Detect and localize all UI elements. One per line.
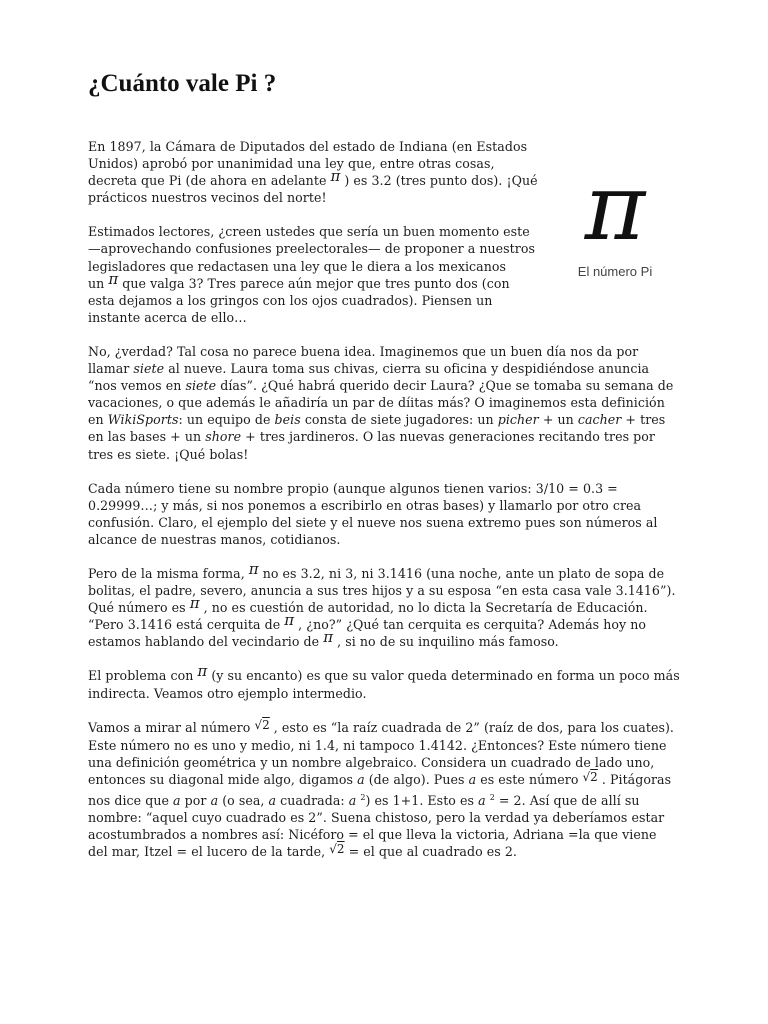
p7-text-j: = 2. Así que de allí su nombre: “aquel cuyo cuadrado es 2”. Suena chistoso, pero la verdad ya deberíamos estar acostumbrados a nombres así: Nicéforo = el que lleva la victoria, Adriana =la que viene del mar, Itzel = el lucero de la tarde, [88, 793, 665, 860]
p7-text-h: cuadrada: [280, 793, 345, 809]
paragraph-5 [88, 559, 680, 650]
paragraph-6 [88, 662, 680, 701]
pi-inline-symbol: π [323, 628, 334, 647]
var-a: a [173, 793, 181, 809]
p3-text-g: + tres en las bases + un [88, 412, 666, 445]
p2-text-b: que valga 3? Tres parece aún mejor que tres punto dos (con esta dejamos a los gringos con los ojos cuadrados). Piensen un instante acerca de ello… [88, 275, 510, 325]
var-a: a [348, 793, 357, 809]
p3-em-siete: siete [133, 361, 165, 377]
pi-inline-symbol: π [284, 611, 295, 630]
p3-text-h: + tres jardineros. O las nuevas generaciones recitando tres por tres es siete. ¡Qué bolas! [88, 429, 655, 462]
p3-em-siete-dias: siete [185, 378, 217, 394]
sqrt-sign: √ [329, 842, 337, 857]
page-title: ¿Cuánto vale Pi ? [88, 70, 277, 97]
p3-em-picher: picher [497, 412, 539, 428]
pi-inline-symbol: π [108, 269, 119, 288]
p2-text-a: Estimados lectores, ¿creen ustedes que sería un buen momento este —aprovechando confusiones preelectorales— de proponer a nuestros legisladores que redactasen una ley que le diera a los mexicanos un [88, 224, 536, 291]
sqrt-sign: √ [254, 717, 263, 732]
p3-text-b: al nueve. Laura toma sus chivas, cierra su oficina y despidiéndose anuncia “nos vemos en [88, 361, 650, 394]
sqrt-radicand: 2 [262, 717, 270, 732]
p7-text-i: ) es 1+1. Esto es [365, 793, 475, 809]
pi-inline-symbol: π [189, 594, 200, 613]
p5-text-b: no es 3.2, ni 3, ni 3.1416 (una noche, ante un plato de sopa de bolitas, el padre, severo, anuncia a sus tres hijos y a su esposa “en esta casa vale 3.1416”). Qué número es [88, 565, 676, 616]
paragraph-4: Cada número tiene su nombre propio (aunque algunos tienen varios: 3/10 = 0.3 = 0.29999…; y más, si nos ponemos a escribirlo en otras bases) y llamarlo por otro crea confusión. Claro, el ejemplo del siete y el nueve nos suena extremo pues son números al alcance de nuestras manos, cotidianos. [88, 480, 658, 547]
p5-text-c: , no es cuestión de autoridad, no lo dicta la Secretaría de Educación. “Pero 3.1416 está cerquita de [88, 600, 648, 633]
sqrt-two-symbol [582, 770, 597, 784]
p5-text-e: , si no de su inquilino más famoso. [337, 634, 559, 650]
pi-inline-symbol: π [330, 167, 341, 186]
p7-text-k: = el que al cuadrado es 2. [348, 844, 517, 860]
paragraph-7 [88, 719, 680, 862]
p3-text-c: días”. ¿Qué habrá querido decir Laura? ¿Que se tomaba su semana de vacaciones, o que además le añadiría un par de díitas más? O imaginemos esta definición en [88, 378, 674, 428]
p7-text-f: por [184, 793, 207, 809]
p3-text-a: No, ¿verdad? Tal cosa no parece buena idea. Imaginemos que un buen día nos da por llamar [88, 343, 639, 377]
article-body [88, 138, 680, 879]
sqrt-two-symbol [329, 842, 344, 856]
p3-em-cacher: cacher [577, 412, 622, 428]
p3-text-d: : un equipo de [178, 412, 271, 428]
var-a: a [210, 793, 219, 809]
p7-text-g: (o sea, [222, 793, 265, 809]
p1-text-b: ) es 3.2 (tres punto dos). ¡Qué prácticos nuestros vecinos del norte! [88, 173, 538, 206]
p6-text-a: El problema con [88, 668, 194, 684]
sqrt-two-symbol [254, 718, 269, 732]
pi-symbol-image: π [584, 154, 646, 261]
figure-caption: El número Pi [577, 264, 653, 279]
square-exponent: 2 [489, 793, 495, 802]
p1-text-a: En 1897, la Cámara de Diputados del estado de Indiana (en Estados Unidos) aprobó por unanimidad una ley que, entre otras cosas, decreta que Pi (de ahora en adelante [88, 139, 528, 189]
p3-text-f: + un [542, 412, 574, 428]
paragraph-1 [88, 138, 540, 206]
p7-text-c: (de algo). Pues [368, 771, 465, 787]
square-exponent: 2 [360, 793, 366, 802]
paragraph-2 [88, 223, 680, 326]
pi-inline-symbol: π [248, 559, 259, 578]
var-a: a [268, 793, 277, 809]
p5-text-a: Pero de la misma forma, [88, 565, 245, 581]
p7-text-a: Vamos a mirar al número [88, 719, 251, 735]
var-a: a [478, 793, 486, 809]
p3-text-e: consta de siete jugadores: un [304, 412, 494, 428]
p7-text-b: , esto es “la raíz cuadrada de 2” (raíz de dos, para los cuates). Este número no es uno y medio, ni 1.4, ni tampoco 1.4142. ¿Entonces? Este número tiene una definición geométrica y un nombre algebraico. Considera un cuadrado de lado uno, entonces su diagonal mide algo, digamos [88, 719, 674, 787]
p7-text-e: . Pitágoras nos dice que [88, 771, 672, 809]
var-a: a [468, 771, 477, 787]
sqrt-sign: √ [582, 769, 591, 784]
var-a: a [357, 771, 365, 787]
sqrt-radicand: 2 [590, 769, 598, 784]
p3-em-beis: beis [274, 412, 301, 428]
pi-inline-symbol: π [197, 662, 208, 681]
p3-em-wikisports: WikiSports [107, 412, 179, 428]
p5-text-d: , ¿no?” ¿Qué tan cerquita es cerquita? Además hoy no estamos hablando del vecindario de [88, 617, 647, 650]
p3-em-shore: shore [205, 429, 242, 445]
p6-text-b: (y su encanto) es que su valor queda determinado en forma un poco más indirecta. Veamos otro ejemplo intermedio. [88, 668, 680, 701]
p7-text-d: es este número [480, 771, 579, 787]
sqrt-radicand: 2 [336, 842, 345, 857]
paragraph-3 [88, 343, 680, 463]
